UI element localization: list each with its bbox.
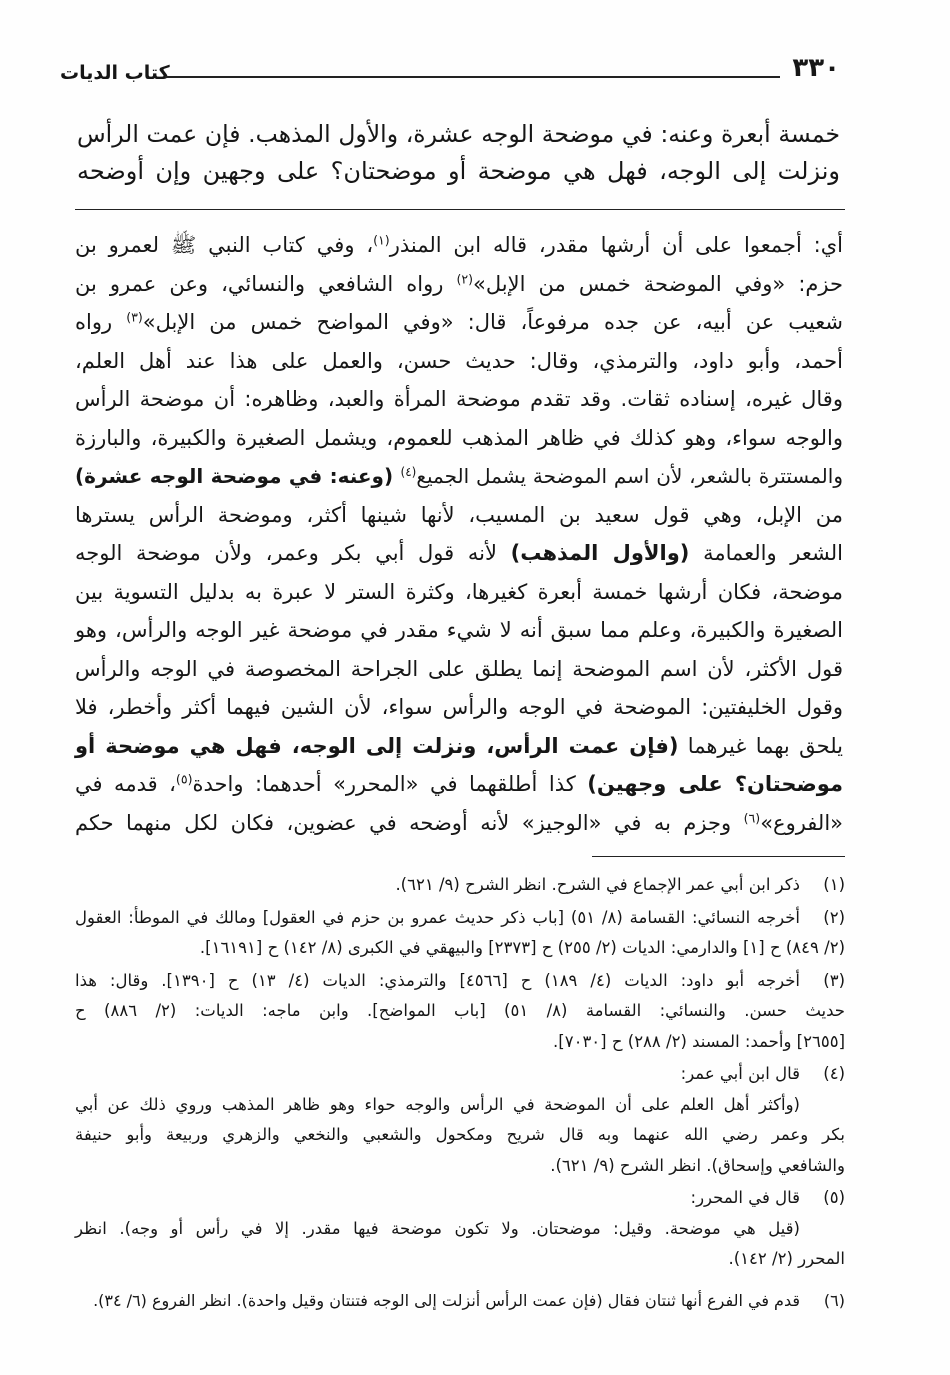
commentary-text: موضحة، فكان أرشها خمسة أبعرة كغيرها، وكثرة الستر لا عبرة به بدليل التسوية بين	[75, 579, 843, 604]
footnote-line	[75, 903, 845, 934]
page-number: ٣٣٠	[792, 53, 840, 83]
footnote-line	[75, 966, 845, 997]
commentary-text: ، قدمه في	[75, 772, 176, 796]
matn-line: ونزلت إلى الوجه، فهل هي موضحة أو موضحتان؟ على وجهين وإن أوضحه	[77, 157, 840, 185]
commentary-text: من الإبل، وهي قول سعيد بن المسيب، لأنها شينها أكثر، وموضحة الرأس يسترها	[75, 502, 843, 527]
footnote	[75, 1286, 845, 1317]
footnote-text: بكر وعمر رضي الله عنهما وبه قال شريح ومكحول والشعبي والنخعي والزهري وربيعة وأبو حنيفة	[75, 1125, 845, 1144]
commentary-text: أحمد، وأبو داود، والترمذي، وقال: حديث حسن، والعمل على هذا عند أهل العلم،	[75, 348, 843, 373]
commentary-line	[75, 804, 843, 843]
commentary-line	[75, 765, 843, 804]
footnote-reference: (٢)	[456, 270, 474, 286]
footnote-line	[75, 870, 845, 901]
footnote	[75, 903, 845, 964]
commentary-line	[75, 226, 843, 265]
commentary-text: يلحق بهما غيرهما	[678, 733, 843, 758]
commentary-text: ، وفي كتاب النبي ﷺ لعمرو بن	[75, 233, 374, 257]
commentary-text: كذا أطلقهما في «المحرر» أحدهما: واحدة	[192, 772, 588, 796]
matn-line: خمسة أبعرة وعنه: في موضحة الوجه عشرة، والأول المذهب. فإن عمت الرأس	[77, 120, 840, 148]
commentary-text: والمستترة بالشعر، لأن اسم الموضحة يشمل الجميع	[416, 464, 843, 488]
commentary-line	[75, 380, 843, 419]
footnote	[75, 870, 845, 901]
commentary-text: حزم: «وفي الموضحة خمس من الإبل»	[473, 271, 843, 296]
commentary-line	[75, 303, 843, 342]
matn-quote: موضحتان؟ على وجهين)	[587, 772, 843, 796]
commentary-line	[75, 688, 843, 727]
footnote	[75, 1183, 845, 1275]
footnote-line	[75, 933, 845, 964]
footnote	[75, 1059, 845, 1181]
commentary-line	[75, 727, 843, 766]
commentary-line	[75, 265, 843, 304]
commentary-text: رواه	[75, 310, 127, 334]
footnote-reference: (٤)	[400, 464, 417, 479]
commentary-text: رواه الشافعي والنسائي، وعن عمرو بن	[75, 271, 457, 296]
matn-separator	[75, 209, 845, 210]
footnote-marker: (٥)	[823, 1188, 845, 1207]
matn-quote: (فإن عمت الرأس، ونزلت إلى الوجه، فهل هي موضحة أو	[75, 733, 679, 758]
footnote-text: والشافعي وإسحاق). انظر الشرح (٩/ ٦٢١).	[550, 1155, 845, 1175]
footnote-marker: (٢)	[823, 907, 845, 927]
matn-block	[77, 116, 840, 190]
commentary-line	[75, 573, 843, 612]
footnote	[75, 966, 845, 1058]
commentary-text: وقول الخليفتين: الموضحة في الوجه والرأس سواء، لأن الشين فيهما أكثر وأخطر، فلا	[75, 695, 843, 719]
commentary-text: «الفروع»	[760, 810, 843, 835]
commentary-text: وقال غيره، إسناده ثقات. وقد تقدم موضحة المرأة والعبد، وظاهره: أن موضحة الرأس	[75, 387, 843, 411]
footnote-text: أخرجه النسائي: القسامة (٨/ ٥١) [باب ذكر حديث عمرو بن حزم في العقول] ومالك في الموطأ: العقول	[75, 907, 800, 927]
footnote-text: ذكر ابن أبي عمر الإجماع في الشرح. انظر الشرح (٩/ ٦٢١).	[395, 875, 800, 894]
footnote-marker: (٦)	[823, 1290, 845, 1310]
footnote-text: (قيل هي موضحة. وقيل: موضحتان. ولا تكون موضحة فيها مقدر. إلا في رأس أو وجه). انظر	[75, 1218, 800, 1238]
footnote-text: قال ابن أبي عمر:	[680, 1064, 800, 1083]
matn-quote: (وعنه: في موضحة الوجه عشرة)	[75, 464, 401, 488]
footnote-text: [٢٦٥٥] وأحمد: المسند (٢/ ٢٨٨) ح [٧٠٣٠].	[553, 1031, 845, 1051]
chapter-title: كتاب الديات	[60, 62, 170, 84]
footnote-quote-line	[75, 1090, 845, 1121]
commentary-text: أي: أجمعوا على أن أرشها مقدر، قاله ابن المنذر	[389, 233, 843, 257]
footnote-reference: (٦)	[743, 809, 761, 825]
commentary-line	[75, 534, 843, 573]
footnotes-block	[75, 868, 845, 1316]
footnote-text: قدم في الفرع أنها ثنتان فقال (فإن عمت الرأس أنزلت إلى الوجه فتنتان وقيل واحدة). انظر الفروع (٦/ ٣٤).	[93, 1290, 800, 1310]
commentary-text: لأنه قول أبي بكر وعمر، ولأن موضحة الوجه	[75, 541, 511, 565]
commentary-text: قول الأكثر، لأن اسم الموضحة إنما يطلق على الجراحة المخصوصة في الوجه والرأس	[75, 656, 843, 681]
footnote-reference: (١)	[373, 232, 390, 248]
footnote-text: أخرجه أبو داود: الديات (٤/ ١٨٩) ح [٤٥٦٦] والترمذي: الديات (٤/ ١٣) ح [١٣٩٠]. وقال: هذا	[75, 970, 800, 990]
commentary-line	[75, 342, 843, 381]
footnote-line	[75, 1027, 845, 1058]
commentary-line	[75, 457, 843, 496]
commentary-line	[75, 419, 843, 458]
footnote-quote-line	[75, 1120, 845, 1151]
footnote-reference: (٥)	[175, 771, 193, 787]
commentary-line	[75, 496, 843, 535]
footnote-line	[75, 996, 845, 1027]
footnote-text: (وأكثر أهل العلم على أن الموضحة في الرأس والوجه حواء وهو ظاهر المذهب وروي ذلك عن أبي	[75, 1094, 800, 1114]
footnote-reference: (٣)	[126, 309, 143, 325]
footnote-line	[75, 1059, 845, 1090]
footnote-text: المحرر (٢/ ١٤٢).	[728, 1249, 845, 1268]
footnote-marker: (٤)	[823, 1064, 845, 1083]
footnote-line	[75, 1183, 845, 1214]
commentary-text: الصغيرة والكبيرة، وعلم مما سبق أنه لا شيء مقدر في موضحة غير الوجه والرأس، وهو	[75, 618, 843, 642]
footnote-marker: (١)	[823, 875, 845, 894]
footnote-text: قال في المحرر:	[690, 1188, 800, 1207]
footnote-text: (٢/ ٨٤٩) ح [١] والدارمي: الديات (٢/ ٢٥٥) ح [٢٣٧٣] والبيهقي في الكبرى (٨/ ١٤٢) ح [١٦١٩١].	[199, 938, 845, 957]
commentary-block	[75, 226, 843, 842]
footnote-quote-line	[75, 1244, 845, 1275]
matn-quote: (والأول المذهب)	[510, 541, 690, 565]
footnotes-separator	[592, 856, 845, 857]
commentary-line	[75, 650, 843, 689]
header-rule	[165, 76, 780, 78]
footnote-text: حديث حسن. والنسائي: القسامة (٨/ ٥١) [باب المواضح]. وابن ماجه: الديات: (٢/ ٨٨٦) ح	[75, 1001, 845, 1020]
footnote-quote-line	[75, 1151, 845, 1182]
commentary-text: وجزم به في «الوجيز» لأنه أوضحه في عضوين، فكان لكل منهما حكم	[75, 810, 744, 835]
commentary-line	[75, 611, 843, 650]
footnote-quote-line	[75, 1214, 845, 1245]
footnote-line	[75, 1286, 845, 1317]
commentary-text: شعيب عن أبيه، عن جده مرفوعاً، قال: «وفي المواضح خمس من الإبل»	[142, 310, 843, 334]
commentary-text: الشعر والعمامة	[689, 541, 843, 565]
commentary-text: والوجه سواء، وهو كذلك في ظاهر المذهب للعموم، ويشمل الصغيرة والكبيرة، والبارزة	[75, 425, 843, 450]
footnote-marker: (٣)	[823, 970, 845, 990]
